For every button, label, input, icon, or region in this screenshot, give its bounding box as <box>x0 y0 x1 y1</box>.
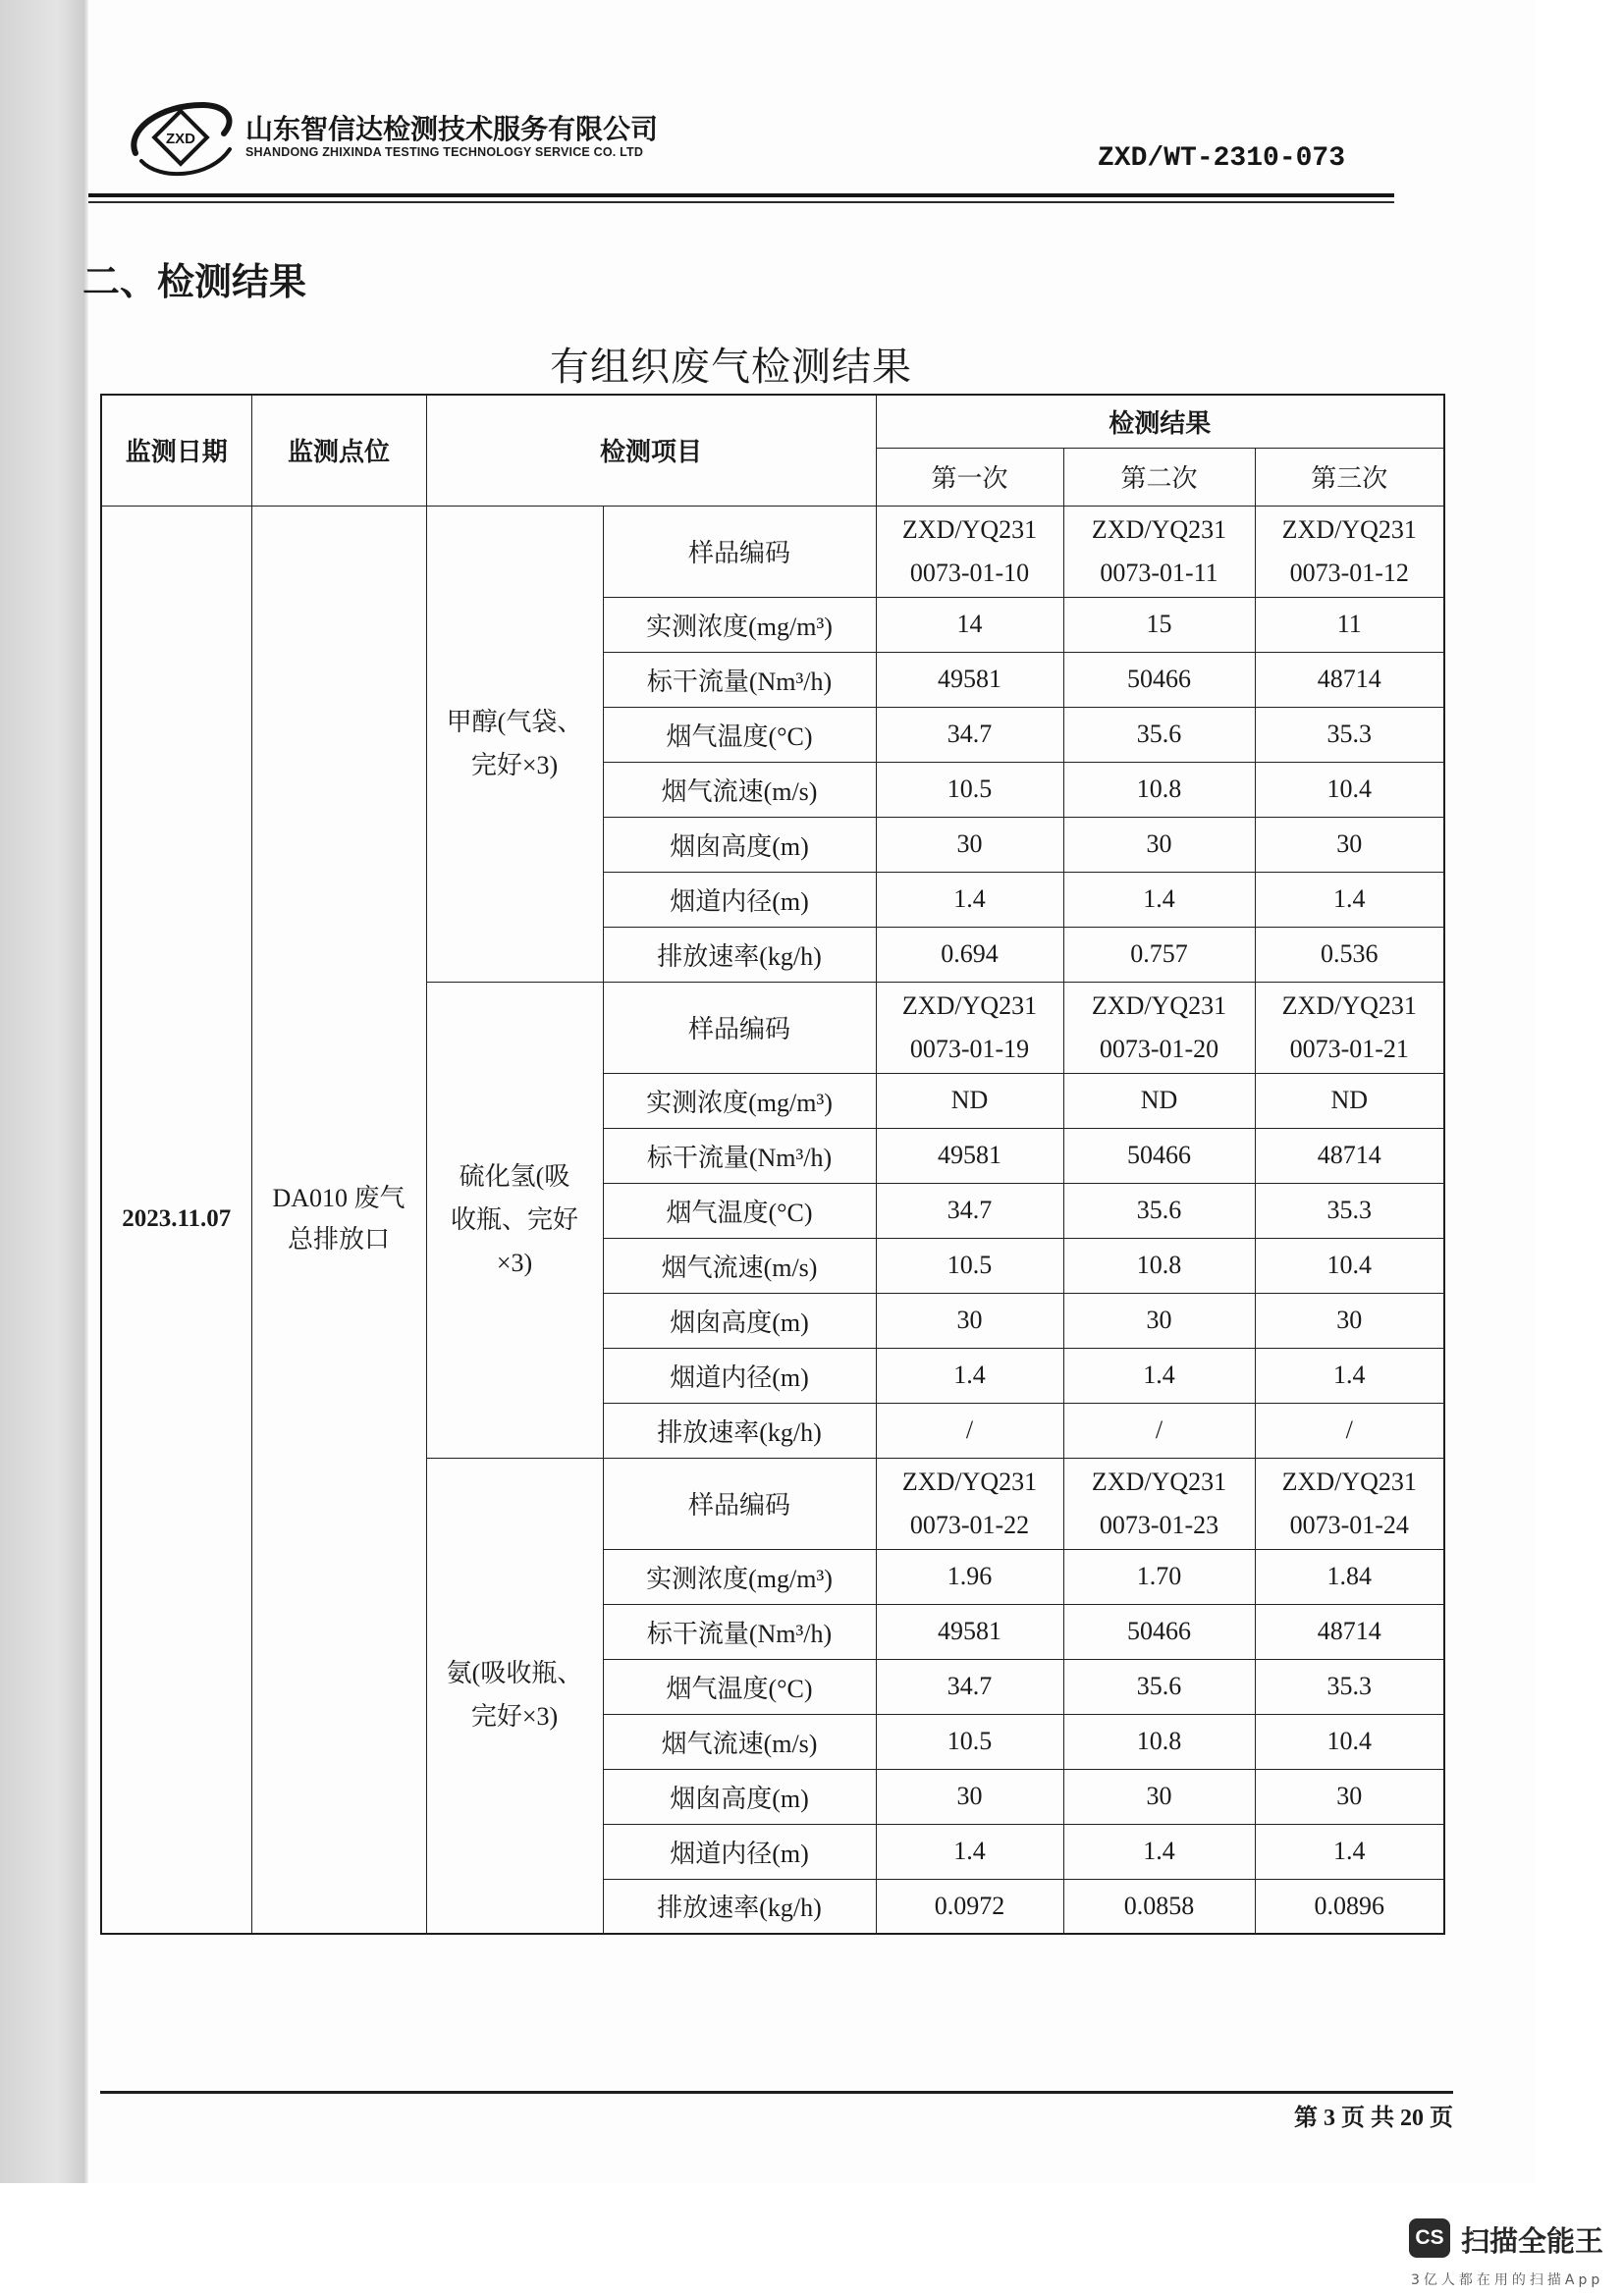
camscanner-tagline: 3亿人都在用的扫描App <box>1411 2272 1604 2288</box>
result-value-cell: 35.6 <box>1063 1659 1255 1714</box>
sample-code-line: ZXD/YQ231 <box>901 990 1038 1020</box>
result-value-cell: 49581 <box>876 1128 1063 1183</box>
result-value-cell: 34.7 <box>876 1659 1063 1714</box>
result-value-cell: 48714 <box>1255 1128 1444 1183</box>
sample-code-line: 0073-01-11 <box>1100 558 1218 587</box>
pollutant-line: 收瓶、完好 <box>450 1204 578 1234</box>
result-value-cell: 35.3 <box>1255 1183 1444 1238</box>
header-rule-thick <box>88 193 1394 197</box>
result-value-cell: 50466 <box>1063 1604 1255 1659</box>
result-value-cell: 50466 <box>1063 1128 1255 1183</box>
result-value-cell: 11 <box>1255 597 1444 652</box>
test-item-label: 排放速率(kg/h) <box>603 927 876 982</box>
pollutant-line: 完好×3) <box>470 750 559 779</box>
result-value-cell: / <box>1063 1403 1255 1458</box>
result-value-cell: 35.6 <box>1063 707 1255 762</box>
sample-code-line: 0073-01-22 <box>909 1510 1030 1539</box>
result-value-cell: 0.694 <box>876 927 1063 982</box>
result-value-cell: 1.96 <box>876 1549 1063 1604</box>
result-value-cell: 1.4 <box>876 872 1063 927</box>
monitoring-point-line: DA010 废气 <box>272 1184 406 1213</box>
header-run-1: 第一次 <box>876 448 1063 506</box>
result-value-cell: / <box>876 1403 1063 1458</box>
results-table-header <box>101 395 1444 506</box>
test-item-label: 实测浓度(mg/m³) <box>603 1073 876 1128</box>
sample-code-line: 0073-01-12 <box>1289 558 1409 587</box>
header-monitoring-point: 监测点位 <box>251 395 426 506</box>
result-value-cell: 1.4 <box>876 1824 1063 1879</box>
result-value-cell: 30 <box>876 1293 1063 1348</box>
sample-code-line: ZXD/YQ231 <box>901 1467 1038 1496</box>
result-value-cell: 48714 <box>1255 652 1444 707</box>
sample-code-line: 0073-01-10 <box>909 558 1030 587</box>
test-item-label: 烟囱高度(m) <box>603 1769 876 1824</box>
header-monitoring-date: 监测日期 <box>101 395 251 506</box>
result-value-cell: 1.4 <box>1063 1824 1255 1879</box>
result-value-cell <box>1063 506 1255 597</box>
test-item-label: 烟气温度(°C) <box>603 1659 876 1714</box>
monitoring-point-cell <box>251 506 426 1934</box>
result-value-cell: 10.5 <box>876 1238 1063 1293</box>
result-value-cell: 30 <box>1255 817 1444 872</box>
result-value-cell <box>876 1458 1063 1549</box>
result-value-cell <box>876 982 1063 1073</box>
header-test-item: 检测项目 <box>426 395 876 506</box>
sample-code-line: ZXD/YQ231 <box>1281 514 1417 544</box>
sample-code-line: ZXD/YQ231 <box>901 514 1038 544</box>
table-row <box>101 506 1444 597</box>
header-run-3: 第三次 <box>1255 448 1444 506</box>
result-value-cell: 10.8 <box>1063 762 1255 817</box>
test-item-label: 样品编码 <box>603 982 876 1073</box>
result-value-cell: / <box>1255 1403 1444 1458</box>
result-value-cell: 30 <box>1255 1293 1444 1348</box>
result-value-cell: 1.84 <box>1255 1549 1444 1604</box>
result-value-cell <box>1255 982 1444 1073</box>
result-value-cell <box>1255 506 1444 597</box>
result-value-cell: 15 <box>1063 597 1255 652</box>
result-value-cell: 1.4 <box>1255 1348 1444 1403</box>
results-table-body <box>101 506 1444 1934</box>
result-value-cell: 1.70 <box>1063 1549 1255 1604</box>
test-item-label: 烟气流速(m/s) <box>603 1238 876 1293</box>
pollutant-line: ×3) <box>496 1248 533 1277</box>
pollutant-cell <box>426 506 603 982</box>
result-value-cell: ND <box>1255 1073 1444 1128</box>
sample-code-line: ZXD/YQ231 <box>1281 1467 1417 1496</box>
test-item-label: 烟道内径(m) <box>603 872 876 927</box>
result-value-cell: 10.5 <box>876 762 1063 817</box>
test-item-label: 样品编码 <box>603 506 876 597</box>
result-value-cell <box>1063 982 1255 1073</box>
result-value-cell: 30 <box>1063 1293 1255 1348</box>
result-value-cell: 1.4 <box>1255 1824 1444 1879</box>
result-value-cell: 10.4 <box>1255 762 1444 817</box>
test-item-label: 烟囱高度(m) <box>603 1293 876 1348</box>
result-value-cell: 35.3 <box>1255 1659 1444 1714</box>
camscanner-app-name: 扫描全能王 <box>1461 2224 1604 2258</box>
test-item-label: 排放速率(kg/h) <box>603 1403 876 1458</box>
result-value-cell: 1.4 <box>876 1348 1063 1403</box>
pollutant-line: 氨(吸收瓶、 <box>446 1659 583 1688</box>
test-item-label: 烟囱高度(m) <box>603 817 876 872</box>
result-value-cell: 30 <box>876 817 1063 872</box>
result-value-cell: 30 <box>1063 817 1255 872</box>
result-value-cell: 49581 <box>876 652 1063 707</box>
test-item-label: 烟气温度(°C) <box>603 1183 876 1238</box>
footer-rule <box>100 2091 1453 2094</box>
test-item-label: 实测浓度(mg/m³) <box>603 597 876 652</box>
result-value-cell: 48714 <box>1255 1604 1444 1659</box>
camscanner-logo-icon: CS <box>1409 2218 1450 2258</box>
test-item-label: 实测浓度(mg/m³) <box>603 1549 876 1604</box>
result-value-cell: 35.3 <box>1255 707 1444 762</box>
sample-code-line: 0073-01-20 <box>1099 1034 1219 1063</box>
sample-code-line: ZXD/YQ231 <box>1091 990 1227 1020</box>
result-value-cell: 30 <box>1063 1769 1255 1824</box>
result-value-cell: 10.4 <box>1255 1714 1444 1769</box>
sample-code-line: 0073-01-23 <box>1099 1510 1219 1539</box>
result-value-cell: ND <box>876 1073 1063 1128</box>
logo-lettering: ZXD <box>166 131 195 147</box>
pollutant-cell <box>426 1458 603 1934</box>
result-value-cell: 0.757 <box>1063 927 1255 982</box>
sample-code-line: ZXD/YQ231 <box>1281 990 1417 1020</box>
sample-code-line: 0073-01-24 <box>1289 1510 1409 1539</box>
header-run-2: 第二次 <box>1063 448 1255 506</box>
result-value-cell: 0.0858 <box>1063 1879 1255 1934</box>
company-name-english: SHANDONG ZHIXINDA TESTING TECHNOLOGY SERVICE CO. LTD <box>245 145 644 159</box>
pollutant-cell <box>426 982 603 1458</box>
result-value-cell: 30 <box>876 1769 1063 1824</box>
header-test-result: 检测结果 <box>876 395 1444 448</box>
sample-code-line: ZXD/YQ231 <box>1091 514 1227 544</box>
result-value-cell: 14 <box>876 597 1063 652</box>
test-item-label: 烟道内径(m) <box>603 1824 876 1879</box>
pollutant-line: 甲醇(气袋、 <box>446 707 583 736</box>
company-name-chinese: 山东智信达检测技术服务有限公司 <box>245 113 659 145</box>
sample-code-line: ZXD/YQ231 <box>1091 1467 1227 1496</box>
result-value-cell: 0.536 <box>1255 927 1444 982</box>
monitoring-date-cell: 2023.11.07 <box>101 506 251 1934</box>
result-value-cell <box>1255 1458 1444 1549</box>
result-value-cell: 1.4 <box>1255 872 1444 927</box>
result-value-cell: 34.7 <box>876 1183 1063 1238</box>
report-number: ZXD/WT-2310-073 <box>1098 143 1346 174</box>
sample-code-line: 0073-01-21 <box>1289 1034 1409 1063</box>
test-item-label: 排放速率(kg/h) <box>603 1879 876 1934</box>
pollutant-line: 完好×3) <box>470 1702 559 1732</box>
sample-code-line: 0073-01-19 <box>909 1034 1030 1063</box>
header-row <box>101 395 1444 448</box>
test-item-label: 标干流量(Nm³/h) <box>603 1604 876 1659</box>
page-number: 第 3 页 共 20 页 <box>1294 2106 1453 2131</box>
result-value-cell: 49581 <box>876 1604 1063 1659</box>
result-value-cell: 30 <box>1255 1769 1444 1824</box>
result-value-cell: 35.6 <box>1063 1183 1255 1238</box>
result-value-cell: 1.4 <box>1063 1348 1255 1403</box>
result-value-cell <box>1063 1458 1255 1549</box>
result-value-cell: 50466 <box>1063 652 1255 707</box>
result-value-cell: ND <box>1063 1073 1255 1128</box>
monitoring-point-line: 总排放口 <box>287 1225 390 1255</box>
test-item-label: 烟气流速(m/s) <box>603 762 876 817</box>
test-item-label: 标干流量(Nm³/h) <box>603 652 876 707</box>
result-value-cell: 0.0972 <box>876 1879 1063 1934</box>
scanner-edge-shadow <box>0 0 88 2183</box>
test-item-label: 烟气流速(m/s) <box>603 1714 876 1769</box>
result-value-cell: 0.0896 <box>1255 1879 1444 1934</box>
test-item-label: 样品编码 <box>603 1458 876 1549</box>
result-value-cell: 1.4 <box>1063 872 1255 927</box>
result-value-cell <box>876 506 1063 597</box>
result-value-cell: 10.4 <box>1255 1238 1444 1293</box>
test-item-label: 烟道内径(m) <box>603 1348 876 1403</box>
pollutant-line: 硫化氢(吸 <box>459 1161 570 1191</box>
test-item-label: 标干流量(Nm³/h) <box>603 1128 876 1183</box>
result-value-cell: 10.8 <box>1063 1714 1255 1769</box>
company-logo-icon <box>126 96 238 185</box>
result-value-cell: 34.7 <box>876 707 1063 762</box>
result-value-cell: 10.8 <box>1063 1238 1255 1293</box>
table-title: 有组织废气检测结果 <box>550 345 912 390</box>
header-rule-thin <box>88 201 1394 203</box>
test-item-label: 烟气温度(°C) <box>603 707 876 762</box>
result-value-cell: 10.5 <box>876 1714 1063 1769</box>
section-title: 二、检测结果 <box>82 260 307 303</box>
results-table <box>100 394 1445 1935</box>
